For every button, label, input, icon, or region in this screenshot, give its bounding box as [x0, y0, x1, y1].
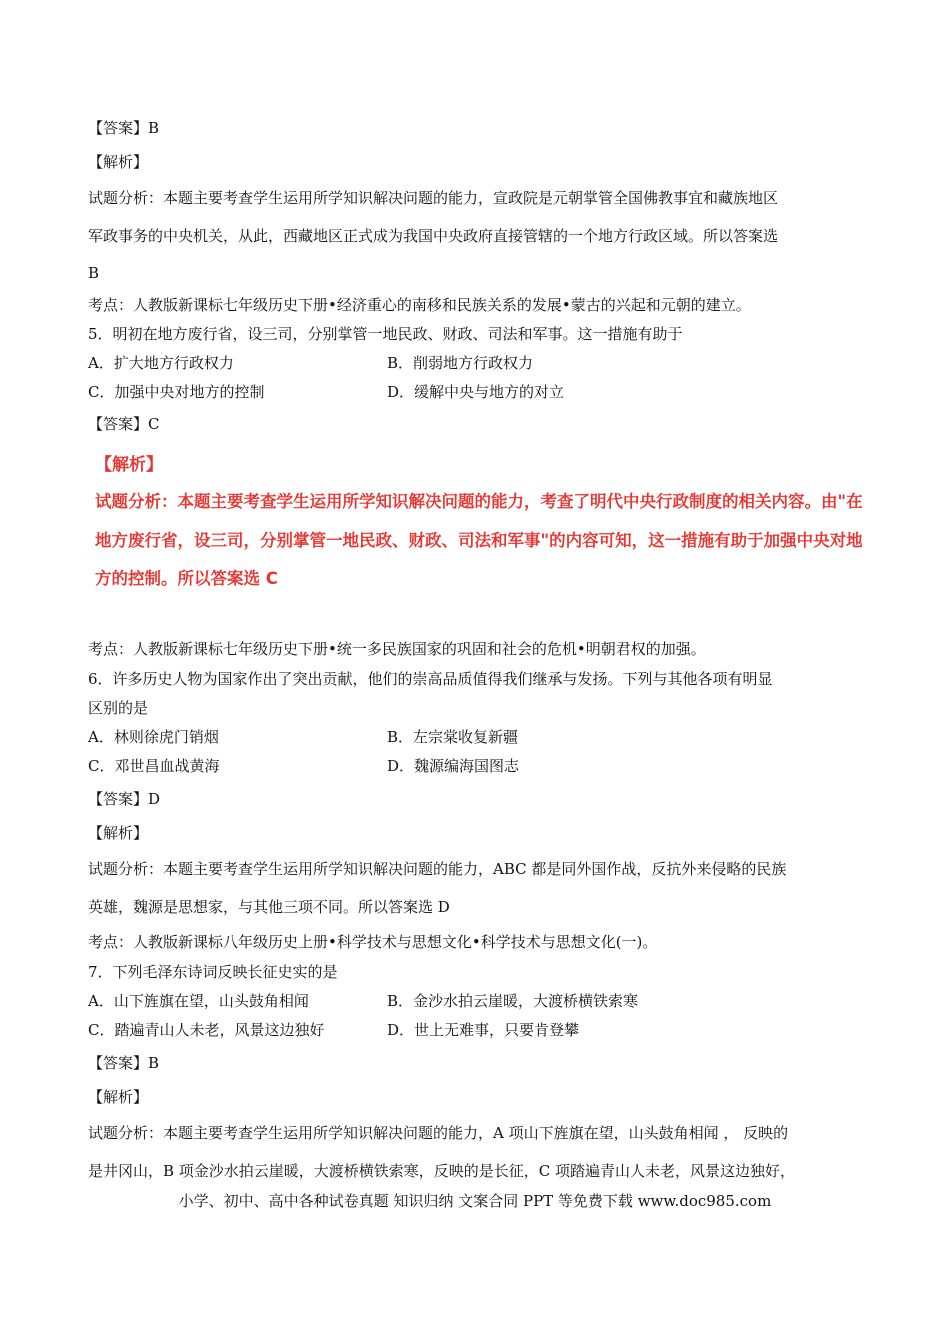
q4-analysis-line-1: 试题分析：本题主要考查学生运用所学知识解决问题的能力，宣政院是元朝掌管全国佛教事宜和藏族地区	[88, 189, 779, 207]
q5-analysis-line-3: 方的控制。所以答案选 C	[95, 569, 278, 588]
q4-analysis-label: 【解析】	[88, 153, 149, 171]
q7-option-b: B．金沙水拍云崖暖，大渡桥横铁索寒	[387, 992, 639, 1010]
q6-analysis-line-1: 试题分析：本题主要考查学生运用所学知识解决问题的能力，ABC 都是同外国作战，反抗外来侵略的民族	[88, 860, 787, 878]
q7-answer: 【答案】B	[88, 1054, 160, 1072]
q5-option-b: B．削弱地方行政权力	[387, 354, 534, 372]
q6-stem-line-2: 区别的是	[88, 699, 149, 717]
q6-analysis-label: 【解析】	[88, 824, 149, 842]
q6-option-d: D．魏源编海国图志	[387, 757, 520, 775]
q5-option-a: A．扩大地方行政权力	[88, 354, 234, 372]
q4-answer: 【答案】B	[88, 119, 160, 137]
q7-option-d: D．世上无难事，只要肯登攀	[387, 1021, 580, 1039]
q6-option-b: B．左宗棠收复新疆	[387, 728, 519, 746]
q5-stem: 5．明初在地方废行省，设三司，分别掌管一地民政、财政、司法和军事。这一措施有助于	[88, 325, 683, 343]
q5-kaodian: 考点：人教版新课标七年级历史下册•统一多民族国家的巩固和社会的危机•明朝君权的加强。	[88, 640, 706, 658]
q6-answer: 【答案】D	[88, 790, 161, 808]
q7-stem: 7．下列毛泽东诗词反映长征史实的是	[88, 963, 338, 981]
q5-analysis-label: 【解析】	[95, 455, 163, 475]
q5-answer: 【答案】C	[88, 415, 160, 433]
page-footer: 小学、初中、高中各种试卷真题 知识归纳 文案合同 PPT 等免费下载 www.doc985.com	[178, 1192, 772, 1210]
q4-kaodian: 考点：人教版新课标七年级历史下册•经济重心的南移和民族关系的发展•蒙古的兴起和元朝的建立。	[88, 296, 751, 314]
q4-analysis-line-3: B	[88, 264, 100, 282]
q6-kaodian: 考点：人教版新课标八年级历史上册•科学技术与思想文化•科学技术与思想文化(一)。	[88, 933, 658, 951]
q5-option-d: D．缓解中央与地方的对立	[387, 383, 565, 401]
q6-analysis-line-2: 英雄，魏源是思想家，与其他三项不同。所以答案选 D	[88, 898, 450, 916]
q6-option-c: C．邓世昌血战黄海	[88, 757, 220, 775]
q7-analysis-line-1: 试题分析：本题主要考查学生运用所学知识解决问题的能力，A 项山下旌旗在望，山头鼓角相闻 ， 反映的	[88, 1124, 789, 1142]
q6-stem-line-1: 6．许多历史人物为国家作出了突出贡献，他们的崇高品质值得我们继承与发扬。下列与其他各项有明显	[88, 670, 773, 688]
q5-option-c: C．加强中央对地方的控制	[88, 383, 265, 401]
q7-option-c: C．踏遍青山人未老，风景这边独好	[88, 1021, 325, 1039]
q5-analysis-line-1: 试题分析：本题主要考查学生运用所学知识解决问题的能力，考查了明代中央行政制度的相关内容。由"在	[95, 492, 863, 511]
q4-analysis-line-2: 军政事务的中央机关，从此，西藏地区正式成为我国中央政府直接管辖的一个地方行政区域。所以答案选	[88, 227, 779, 245]
q7-analysis-label: 【解析】	[88, 1088, 149, 1106]
q5-analysis-line-2: 地方废行省，设三司，分别掌管一地民政、财政、司法和军事"的内容可知，这一措施有助于加强中央对地	[95, 531, 863, 550]
q6-option-a: A．林则徐虎门销烟	[88, 728, 219, 746]
q7-analysis-line-2: 是井冈山，B 项金沙水拍云崖暖，大渡桥横铁索寒，反映的是长征，C 项踏遍青山人未老，风景这边独好，	[88, 1162, 796, 1180]
q7-option-a: A．山下旌旗在望，山头鼓角相闻	[88, 992, 309, 1010]
